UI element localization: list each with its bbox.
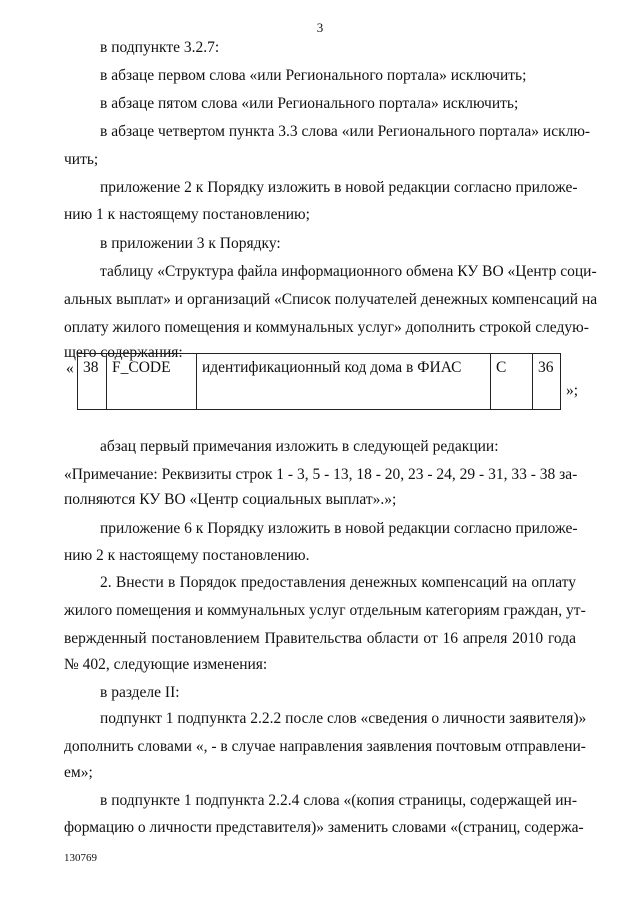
text-line: нию 1 к настоящему постановлению; — [64, 206, 310, 223]
text-line: «Примечание: Реквизиты строк 1 - 3, 5 - 13, 18 - 20, 23 - 24, 29 - 31, 33 - 38 за- — [64, 466, 578, 483]
text-line: приложение 2 к Порядку изложить в новой редакции согласно приложе- — [100, 179, 578, 196]
table-cell-field-code: F_CODE — [106, 354, 196, 409]
text-line: в абзаце первом слова «или Регионального портала» исключить; — [100, 67, 527, 84]
text-line: в абзаце четвертом пункта 3.3 слова «или Регионального портала» исклю- — [100, 123, 591, 140]
text-line: подпункт 1 подпункта 2.2.2 после слов «сведения о личности заявителя)» — [100, 710, 587, 727]
text-line: оплату жилого помещения и коммунальных услуг» дополнить строкой следую- — [64, 319, 589, 336]
text-line: жилого помещения и коммунальных услуг отдельным категориям граждан, ут- — [64, 602, 586, 619]
table-cell-description: идентификационный код дома в ФИАС — [196, 354, 490, 409]
text-line: полняются КУ ВО «Центр социальных выплат».»; — [64, 491, 397, 508]
text-line: чить; — [64, 151, 99, 168]
text-line: в разделе II: — [100, 684, 180, 701]
text-line: дополнить словами «, - в случае направления заявления почтовым отправлени- — [64, 738, 586, 755]
document-code: 130769 — [64, 852, 97, 864]
text-line: альных выплат» и организаций «Список получателей денежных компенсаций на — [64, 291, 598, 308]
text-line: 2. Внести в Порядок предоставления денежных компенсаций на оплату — [100, 574, 576, 591]
table-open-quote: « — [66, 360, 74, 377]
text-line: в подпункте 1 подпункта 2.2.4 слова «(копия страницы, содержащей ин- — [100, 792, 578, 809]
text-line: таблицу «Структура файла информационного обмена КУ ВО «Центр соци- — [100, 263, 597, 280]
table-close-quote: »; — [566, 382, 579, 399]
table-cell-type: С — [490, 354, 532, 409]
text-line: формацию о личности представителя)» заменить словами «(страниц, содержа- — [64, 819, 584, 836]
text-line: абзац первый примечания изложить в следующей редакции: — [100, 438, 499, 455]
text-line: щего содержания: — [64, 344, 183, 361]
table-cell-length: 36 — [532, 354, 562, 409]
inserted-table-row — [77, 353, 561, 410]
text-line: вержденный постановлением Правительства области от 16 апреля 2010 года — [64, 630, 576, 647]
text-line: в приложении 3 к Порядку: — [100, 235, 281, 252]
text-line: приложение 6 к Порядку изложить в новой редакции согласно приложе- — [100, 520, 578, 537]
text-line: ем»; — [64, 764, 93, 781]
page-number: 3 — [316, 20, 324, 35]
text-line: нию 2 к настоящему постановлению. — [64, 547, 310, 564]
text-line: в подпункте 3.2.7: — [100, 39, 220, 56]
table-cell-number: 38 — [83, 359, 99, 376]
text-line: в абзаце пятом слова «или Регионального портала» исключить; — [100, 95, 519, 112]
text-line: № 402, следующие изменения: — [64, 656, 268, 673]
